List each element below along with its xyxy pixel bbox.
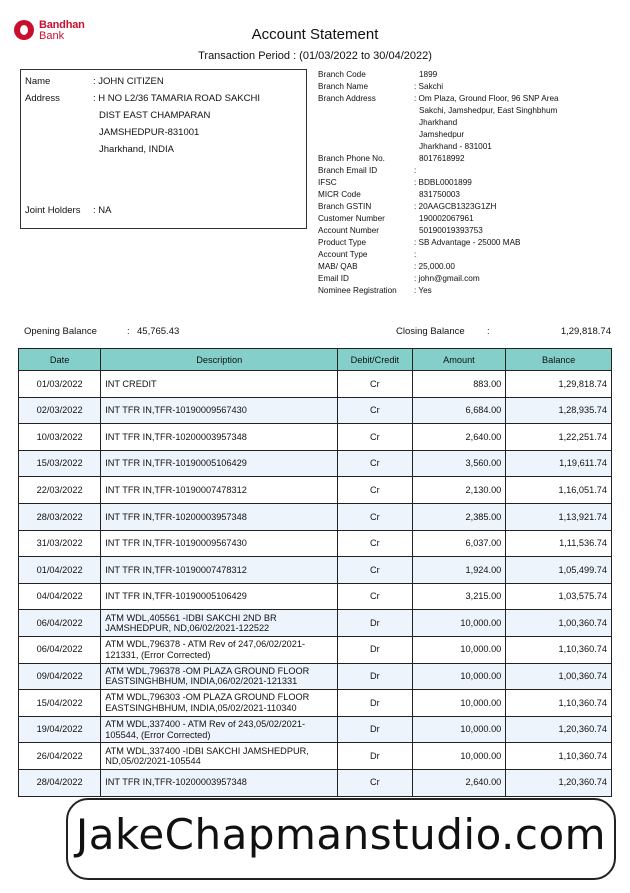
cell-date: 06/04/2022 bbox=[19, 636, 101, 663]
cell-balance: 1,10,360.74 bbox=[506, 690, 612, 717]
cell-amount: 2,385.00 bbox=[412, 503, 506, 530]
transaction-period: Transaction Period : (01/03/2022 to 30/04/2022) bbox=[198, 50, 432, 62]
branch-detail-value: : bbox=[414, 166, 417, 175]
cell-debit-credit: Cr bbox=[338, 530, 412, 557]
cell-description: INT TFR IN,TFR-10190007478312 bbox=[101, 557, 338, 584]
cell-date: 01/03/2022 bbox=[19, 371, 101, 398]
cell-balance: 1,16,051.74 bbox=[506, 477, 612, 504]
customer-address-line-4: Jharkhand, INDIA bbox=[99, 144, 174, 155]
cell-date: 04/04/2022 bbox=[19, 583, 101, 610]
cell-date: 15/04/2022 bbox=[19, 690, 101, 717]
branch-detail-value: : john@gmail.com bbox=[414, 274, 480, 283]
cell-debit-credit: Dr bbox=[338, 716, 412, 743]
table-row bbox=[19, 769, 612, 796]
cell-date: 19/04/2022 bbox=[19, 716, 101, 743]
branch-detail-label: Customer Number bbox=[318, 214, 385, 223]
column-header-date: Date bbox=[19, 349, 101, 371]
cell-description: ATM WDL,796303 -OM PLAZA GROUND FLOOR EASTSINGHBHUM, INDIA,05/02/2021-110340 bbox=[101, 690, 338, 717]
branch-detail-label: Nominee Registration bbox=[318, 286, 397, 295]
branch-detail-label: Product Type bbox=[318, 238, 367, 247]
branch-detail-value: 190002067961 bbox=[419, 214, 474, 223]
cell-description: ATM WDL,405561 -IDBI SAKCHI 2ND BR JAMSHEDPUR, ND,06/02/2021-122522 bbox=[101, 610, 338, 637]
cell-balance: 1,20,360.74 bbox=[506, 716, 612, 743]
cell-description: ATM WDL,337400 -IDBI SAKCHI JAMSHEDPUR, ND,05/02/2021-105544 bbox=[101, 743, 338, 770]
cell-amount: 6,684.00 bbox=[412, 397, 506, 424]
opening-balance-separator: : bbox=[127, 326, 130, 337]
customer-address-line-1: : H NO L2/36 TAMARIA ROAD SAKCHI bbox=[93, 93, 261, 104]
branch-detail-label: Branch Phone No. bbox=[318, 154, 385, 163]
table-row bbox=[19, 636, 612, 663]
cell-debit-credit: Cr bbox=[338, 477, 412, 504]
cell-amount: 10,000.00 bbox=[412, 716, 506, 743]
cell-balance: 1,20,360.74 bbox=[506, 769, 612, 796]
cell-amount: 1,924.00 bbox=[412, 557, 506, 584]
bank-name-line1: Bandhan bbox=[39, 19, 85, 31]
table-row bbox=[19, 450, 612, 477]
branch-detail-value: : 25,000.00 bbox=[414, 262, 455, 271]
cell-balance: 1,05,499.74 bbox=[506, 557, 612, 584]
branch-detail-label: IFSC bbox=[318, 178, 337, 187]
cell-amount: 6,037.00 bbox=[412, 530, 506, 557]
cell-description: INT TFR IN,TFR-10190007478312 bbox=[101, 477, 338, 504]
branch-detail-label: Branch Code bbox=[318, 70, 366, 79]
branch-detail-value: Jamshedpur bbox=[419, 130, 465, 139]
customer-address-line-3: JAMSHEDPUR-831001 bbox=[99, 127, 200, 138]
cell-amount: 10,000.00 bbox=[412, 743, 506, 770]
branch-detail-label: Branch Address bbox=[318, 94, 376, 103]
page-title: Account Statement bbox=[251, 26, 379, 43]
cell-debit-credit: Cr bbox=[338, 424, 412, 451]
cell-balance: 1,00,360.74 bbox=[506, 610, 612, 637]
cell-balance: 1,28,935.74 bbox=[506, 397, 612, 424]
branch-detail-label: MAB/ QAB bbox=[318, 262, 358, 271]
cell-balance: 1,13,921.74 bbox=[506, 503, 612, 530]
cell-description: INT CREDIT bbox=[101, 371, 338, 398]
cell-debit-credit: Dr bbox=[338, 690, 412, 717]
table-row bbox=[19, 557, 612, 584]
cell-debit-credit: Cr bbox=[338, 557, 412, 584]
branch-detail-value: Jharkhand bbox=[419, 118, 458, 127]
branch-detail-label: Email ID bbox=[318, 274, 349, 283]
cell-debit-credit: Dr bbox=[338, 636, 412, 663]
cell-amount: 10,000.00 bbox=[412, 636, 506, 663]
table-row bbox=[19, 371, 612, 398]
cell-amount: 10,000.00 bbox=[412, 610, 506, 637]
closing-balance-value: 1,29,818.74 bbox=[560, 326, 611, 337]
joint-holders-label: Joint Holders bbox=[25, 205, 81, 216]
branch-detail-value: 1899 bbox=[419, 70, 438, 79]
cell-debit-credit: Cr bbox=[338, 503, 412, 530]
branch-detail-value: 50190019393753 bbox=[419, 226, 483, 235]
cell-date: 06/04/2022 bbox=[19, 610, 101, 637]
customer-name: : JOHN CITIZEN bbox=[93, 76, 164, 87]
cell-debit-credit: Cr bbox=[338, 450, 412, 477]
branch-detail-label: MICR Code bbox=[318, 190, 361, 199]
watermark-banner bbox=[66, 798, 616, 880]
branch-detail-value: : Yes bbox=[414, 286, 432, 295]
table-row bbox=[19, 397, 612, 424]
branch-detail-value: : Sakchi bbox=[414, 82, 444, 91]
cell-amount: 2,130.00 bbox=[412, 477, 506, 504]
cell-balance: 1,11,536.74 bbox=[506, 530, 612, 557]
branch-detail-value: : bbox=[414, 250, 417, 259]
joint-holders-value: : NA bbox=[93, 205, 112, 216]
bank-name-line2: Bank bbox=[39, 30, 65, 42]
table-row bbox=[19, 610, 612, 637]
table-row bbox=[19, 424, 612, 451]
cell-debit-credit: Cr bbox=[338, 371, 412, 398]
closing-balance-label: Closing Balance bbox=[396, 326, 465, 337]
cell-date: 28/04/2022 bbox=[19, 769, 101, 796]
cell-description: ATM WDL,337400 - ATM Rev of 243,05/02/2021-105544, (Error Corrected) bbox=[101, 716, 338, 743]
customer-address-line-2: DIST EAST CHAMPARAN bbox=[99, 110, 211, 121]
table-row bbox=[19, 690, 612, 717]
cell-balance: 1,10,360.74 bbox=[506, 743, 612, 770]
table-row bbox=[19, 477, 612, 504]
cell-amount: 3,560.00 bbox=[412, 450, 506, 477]
table-header-row bbox=[19, 349, 612, 371]
branch-detail-label: Branch Name bbox=[318, 82, 369, 91]
cell-balance: 1,19,611.74 bbox=[506, 450, 612, 477]
branch-detail-value: : BDBL0001899 bbox=[414, 178, 472, 187]
opening-balance-label: Opening Balance bbox=[24, 326, 97, 337]
branch-detail-value: Jharkhand - 831001 bbox=[419, 142, 492, 151]
cell-description: ATM WDL,796378 - ATM Rev of 247,06/02/2021-121331, (Error Corrected) bbox=[101, 636, 338, 663]
table-row bbox=[19, 503, 612, 530]
cell-date: 26/04/2022 bbox=[19, 743, 101, 770]
cell-balance: 1,10,360.74 bbox=[506, 636, 612, 663]
branch-detail-value: 8017618992 bbox=[419, 154, 465, 163]
cell-debit-credit: Cr bbox=[338, 769, 412, 796]
cell-description: INT TFR IN,TFR-10190009567430 bbox=[101, 530, 338, 557]
cell-description: INT TFR IN,TFR-10190009567430 bbox=[101, 397, 338, 424]
branch-detail-label: Branch GSTIN bbox=[318, 202, 372, 211]
column-header-description: Description bbox=[101, 349, 338, 371]
cell-debit-credit: Dr bbox=[338, 743, 412, 770]
cell-description: INT TFR IN,TFR-10190005106429 bbox=[101, 583, 338, 610]
cell-amount: 10,000.00 bbox=[412, 690, 506, 717]
branch-detail-value: : SB Advantage - 25000 MAB bbox=[414, 238, 521, 247]
cell-debit-credit: Cr bbox=[338, 583, 412, 610]
cell-date: 02/03/2022 bbox=[19, 397, 101, 424]
cell-debit-credit: Dr bbox=[338, 663, 412, 690]
cell-balance: 1,00,360.74 bbox=[506, 663, 612, 690]
cell-amount: 2,640.00 bbox=[412, 424, 506, 451]
cell-date: 31/03/2022 bbox=[19, 530, 101, 557]
cell-amount: 883.00 bbox=[412, 371, 506, 398]
column-header-amount: Amount bbox=[412, 349, 506, 371]
transactions-table bbox=[18, 348, 612, 797]
watermark-text: JakeChapmanstudio.com bbox=[75, 810, 607, 859]
closing-balance-separator: : bbox=[487, 326, 490, 337]
customer-details-box bbox=[20, 69, 307, 229]
cell-amount: 10,000.00 bbox=[412, 663, 506, 690]
cell-amount: 2,640.00 bbox=[412, 769, 506, 796]
cell-description: ATM WDL,796378 -OM PLAZA GROUND FLOOR EASTSINGHBHUM, INDIA,06/02/2021-121331 bbox=[101, 663, 338, 690]
cell-date: 10/03/2022 bbox=[19, 424, 101, 451]
cell-description: INT TFR IN,TFR-10200003957348 bbox=[101, 503, 338, 530]
customer-name-label: Name bbox=[25, 76, 51, 87]
cell-date: 15/03/2022 bbox=[19, 450, 101, 477]
branch-detail-label: Account Number bbox=[318, 226, 379, 235]
cell-date: 28/03/2022 bbox=[19, 503, 101, 530]
branch-detail-value: : 20AAGCB1323G1ZH bbox=[414, 202, 497, 211]
cell-debit-credit: Dr bbox=[338, 610, 412, 637]
cell-description: INT TFR IN,TFR-10190005106429 bbox=[101, 450, 338, 477]
cell-balance: 1,03,575.74 bbox=[506, 583, 612, 610]
cell-description: INT TFR IN,TFR-10200003957348 bbox=[101, 424, 338, 451]
cell-date: 09/04/2022 bbox=[19, 663, 101, 690]
cell-date: 22/03/2022 bbox=[19, 477, 101, 504]
cell-amount: 3,215.00 bbox=[412, 583, 506, 610]
branch-detail-value: : Om Plaza, Ground Floor, 96 SNP Area bbox=[414, 94, 559, 103]
branch-detail-label: Branch Email ID bbox=[318, 166, 378, 175]
table-row bbox=[19, 663, 612, 690]
column-header-balance: Balance bbox=[506, 349, 612, 371]
table-row bbox=[19, 743, 612, 770]
branch-detail-value: Sakchi, Jamshedpur, East Singhbhum bbox=[419, 106, 558, 115]
cell-description: INT TFR IN,TFR-10200003957348 bbox=[101, 769, 338, 796]
cell-date: 01/04/2022 bbox=[19, 557, 101, 584]
customer-address-label: Address bbox=[25, 93, 60, 104]
table-row bbox=[19, 716, 612, 743]
opening-balance-value: 45,765.43 bbox=[137, 326, 180, 337]
table-row bbox=[19, 583, 612, 610]
branch-detail-value: 831750003 bbox=[419, 190, 460, 199]
cell-debit-credit: Cr bbox=[338, 397, 412, 424]
table-row bbox=[19, 530, 612, 557]
column-header-debit-credit: Debit/Credit bbox=[338, 349, 412, 371]
cell-balance: 1,29,818.74 bbox=[506, 371, 612, 398]
branch-detail-label: Account Type bbox=[318, 250, 368, 259]
cell-balance: 1,22,251.74 bbox=[506, 424, 612, 451]
